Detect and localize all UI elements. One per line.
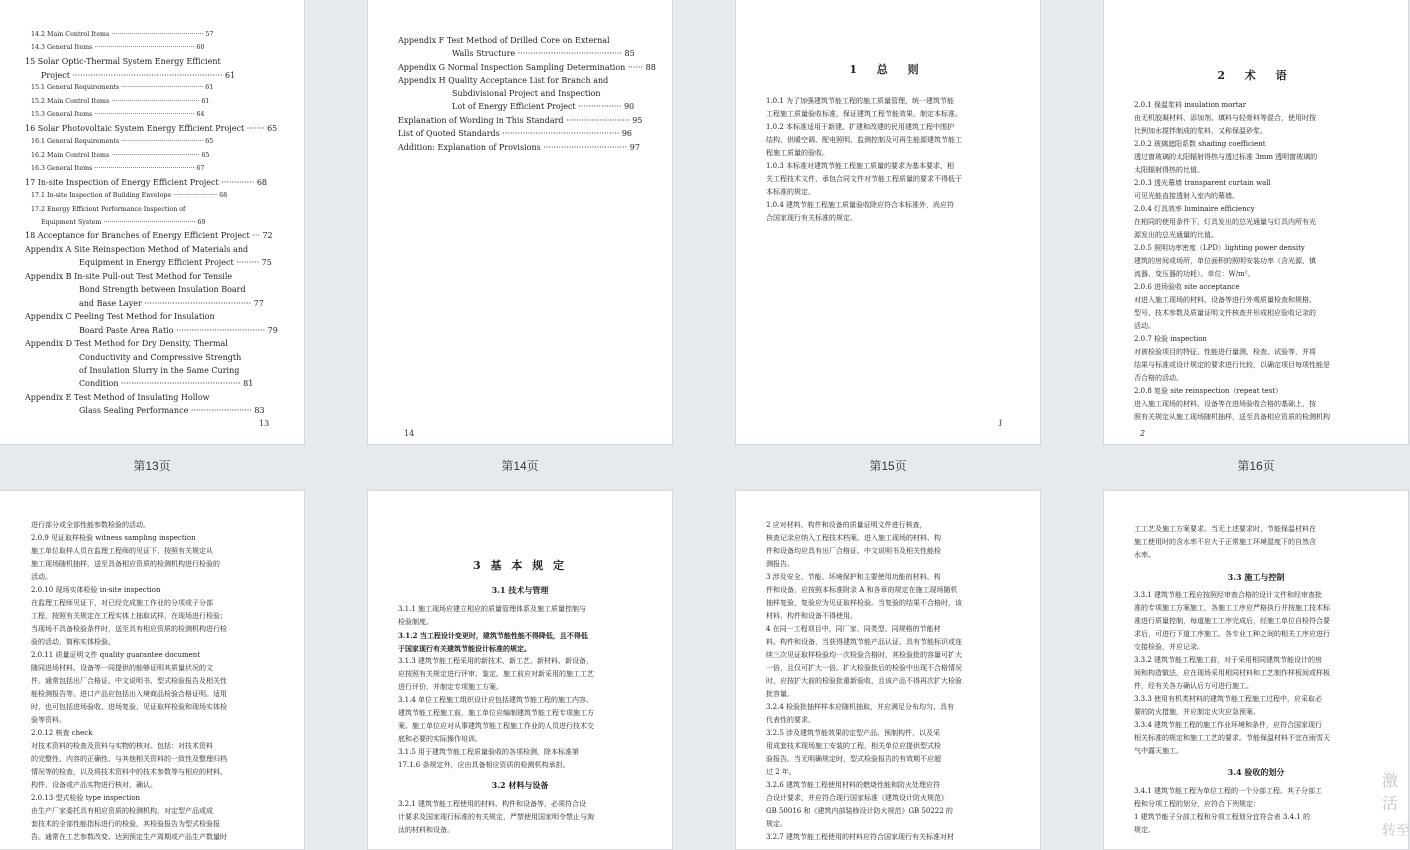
- text-line: 2.0.13 型式检验 type inspection: [31, 794, 140, 802]
- text-line: 结构、供暖空调、配电照明、监测控制及可再生能源建筑节能工: [766, 136, 962, 144]
- page-13: [0, 0, 305, 445]
- text-line: 1.0.3 本标准对建筑节能工程施工质量的要求为基本要求，相: [766, 162, 955, 170]
- page-number: 14: [404, 429, 415, 438]
- toc-entry: Appendix G Normal Inspection Sampling Determination ······ 88: [398, 63, 656, 72]
- text-line: 2.0.8 复验 site reinspection（repeat test）: [1134, 387, 1283, 395]
- toc-entry: 17.2 Energy Efficient Performance Inspection of: [31, 206, 186, 213]
- text-line: 3.1.1 施工现场应建立相应的质量管理体系及施工质量控制与: [398, 605, 587, 613]
- chapter-title: 2 术 语: [1217, 69, 1295, 82]
- text-line: 当现场不具备检验条件时，送至具有相应资质的检测机构进行检: [31, 625, 227, 633]
- text-line: 水率。: [1134, 551, 1155, 559]
- text-line: 抽样复验，复验应为见证取样检验。当复验的结果不合格时，该: [766, 599, 962, 607]
- text-line: 施工单位取样人员在监理工程师的见证下，按照有关规定从: [31, 547, 213, 555]
- text-line: 3.2.1 建筑节能工程使用的材料、构件和设备等，必须符合设: [398, 800, 587, 808]
- section-heading: 3.3 施工与控制: [1227, 572, 1285, 582]
- text-line: 由无机胶凝材料、添加剂、填料与轻骨料等混合，使用时按: [1134, 114, 1316, 122]
- text-line: 件，经有关各方确认后方可进行施工。: [1134, 682, 1253, 690]
- text-line: 比例加水搅拌制成的浆料，又称保温砂浆。: [1134, 127, 1267, 135]
- toc-entry: 14.3 General Items ·················································· 60: [31, 44, 205, 51]
- text-line: 17.1.6 条规定外，应由具备相应资质的检测机构承担。: [398, 761, 570, 769]
- section-heading: 3.2 材料与设备: [491, 780, 549, 790]
- toc-entry: 15.2 Main Control Items ············································ 61: [31, 98, 210, 105]
- text-line: 间和构造做法，应在现场采用相同材料和工艺制作样板间或样板: [1134, 669, 1330, 677]
- text-line: 2.0.12 核查 check: [31, 729, 93, 737]
- text-line: 批容量。: [766, 690, 794, 698]
- text-line: 2.0.1 保温浆料 insulation mortar: [1134, 101, 1247, 109]
- toc-entry: 17 In-site Inspection of Energy Efficient Project ············· 68: [25, 178, 268, 187]
- text-line: 验等资料。: [31, 716, 66, 724]
- text-line: 2.0.4 灯具效率 luminaire efficiency: [1134, 205, 1255, 213]
- text-line: 1.0.4 建筑节能工程施工质量验收除应符合本标准外，尚应符: [766, 201, 955, 209]
- text-line: 随同进场材料、设备等一同提供的能够证明其质量状况的文: [31, 664, 213, 672]
- toc-entry: 16.1 General Requirements ········································· 65: [31, 138, 214, 145]
- text-line: 进行部分或全部性能参数检验的活动。: [31, 521, 150, 529]
- text-line: 施工现场随机抽样，送至具备相应资质的检测机构进行检验的: [31, 560, 220, 568]
- text-line: 一倍，且仅可扩大一倍。扩大检验批后的检验中出现不合格情况: [766, 664, 962, 672]
- toc-entry: 14.2 Main Control Items ·············································· 57: [31, 31, 214, 38]
- text-line: 合设计要求，并应符合现行国家标准《建筑设计防火规范》: [766, 794, 948, 802]
- toc-entry: Project ··························································· 61: [41, 71, 236, 80]
- text-line: 验的活动，简称实体检验。: [31, 638, 115, 646]
- text-line: 3.3.4 建筑节能工程的施工作业环境和条件，应符合国家现行: [1134, 721, 1323, 729]
- text-line: 施工使用时的含水率不应大于正常施工环境湿度下的自然含: [1134, 538, 1316, 546]
- text-line: 3 涉及安全、节能、环境保护和主要使用功能的材料、构: [766, 573, 941, 581]
- page-label-13[interactable]: 第13页: [133, 459, 171, 473]
- text-line: 进入施工现场的材料、设备等在进场验收合格的基础上，按: [1134, 400, 1316, 408]
- text-line: 3.3.1 建筑节能工程应按照经审查合格的设计文件和经审查批: [1134, 591, 1323, 599]
- text-line: 1.0.1 为了加强建筑节能工程的施工质量管理，统一建筑节能: [766, 97, 955, 105]
- text-line: 程施工质量的验收。: [766, 149, 829, 157]
- toc-entry: List of Quoted Standards ·············································· 96: [398, 129, 632, 138]
- text-line: 对技术资料的检查及资料与实物的核对。包括：对技术资料: [31, 742, 213, 750]
- toc-entry: 16.3 General Items ·················································· 67: [31, 165, 205, 172]
- text-line: 3.2.6 建筑节能工程使用材料的燃烧性能和防火处理应符: [766, 781, 941, 789]
- text-line: 2.0.10 现场实体检验 in-site inspection: [31, 586, 161, 594]
- toc-entry: of Insulation Slurry in the Same Curing: [79, 366, 240, 375]
- text-line: 工程施工质量验收标准，保证建筑工程节能效果，制定本标准。: [766, 110, 962, 118]
- text-line: 时，也可包括进场验收、进场复验、见证取样检验和现场实体检: [31, 703, 227, 711]
- text-line: 核查记录应纳入工程技术档案。进入施工现场的材料、构: [766, 534, 941, 542]
- text-line: 对被检验项目的特征、性能进行量测、检查、试验等，并将: [1134, 348, 1316, 356]
- toc-entry: Lot of Energy Efficient Project ················· 90: [452, 102, 635, 111]
- text-line: 2.0.2 玻璃遮阳系数 shading coefficient: [1134, 140, 1266, 148]
- text-line: 用成套技术现场施工安装的工程，相关单位应提供型式检: [766, 742, 941, 750]
- text-line: 1 建筑节能子分部工程和分项工程划分宜符合表 3.4.1 的: [1134, 813, 1310, 821]
- toc-entry: 18 Acceptance for Branches of Energy Efficient Project ··· 72: [25, 231, 273, 240]
- text-line: 2.0.9 见证取样检验 witness sampling inspection: [31, 534, 196, 542]
- text-line: 检验制度。: [398, 618, 433, 626]
- toc-entry: Appendix H Quality Acceptance List for Branch and: [398, 76, 609, 85]
- text-line: 告。通常在工艺参数改变、达到预定生产周期或产品生产数量时: [31, 833, 227, 841]
- page-20: [1103, 490, 1409, 850]
- toc-entry: 16.2 Main Control Items ············································ 65: [31, 152, 210, 159]
- toc-entry: Appendix B In-site Pull-out Test Method for Tensile: [25, 272, 233, 281]
- text-line: 的完整性、内容的正确性、与其他相关资料的一致性及整理归档: [31, 755, 227, 763]
- text-line: 准进行质量控制，每道施工工序完成后，经施工单位自检符合要: [1134, 617, 1330, 625]
- page-label-15[interactable]: 第15页: [869, 459, 907, 473]
- text-line: 测报告。: [766, 560, 794, 568]
- text-line: 可见光能直接透射入室内的幕墙。: [1134, 192, 1239, 200]
- page-15: [735, 0, 1041, 445]
- section-heading: 3.1 技术与管理: [491, 585, 549, 595]
- toc-entry: Appendix D Test Method for Dry Density, Thermal: [25, 339, 228, 348]
- text-line: 3.2.5 涉及建筑节能效果的定型产品、预制构件，以及采: [766, 729, 941, 737]
- text-line: 1.0.2 本标准适用于新建、扩建和改建的民用建筑工程中围护: [766, 123, 955, 131]
- toc-entry: Appendix A Site Reinspection Method of Materials and: [25, 245, 249, 254]
- text-line: 2.0.7 检验 inspection: [1134, 335, 1207, 343]
- page-label-14[interactable]: 第14页: [501, 459, 539, 473]
- text-line: 活动。: [31, 573, 52, 581]
- text-line: 3.1.5 用于建筑节能工程质量验收的各项检测，除本标准第: [398, 748, 580, 756]
- toc-entry: 16 Solar Photovoltaic System Energy Efficient Project ······· 65: [25, 124, 278, 133]
- text-line: 2.0.5 照明功率密度（LPD）lighting power density: [1134, 244, 1305, 252]
- text-line: 于国家现行有关建筑节能设计标准的规定。: [398, 644, 531, 653]
- text-line: 否合格的活动。: [1134, 374, 1183, 382]
- text-line: 3.1.4 单位工程施工组织设计应包括建筑节能工程的施工内容。: [398, 696, 594, 704]
- text-line: 准的专项施工方案施工，各施工工序应严格执行并按施工技术标: [1134, 604, 1330, 612]
- text-line: 料、构件和设备，当获得建筑节能产品认证、具有节能标识或连: [766, 638, 962, 646]
- text-line: 件和设备均应具有出厂合格证、中文说明书及相关性能检: [766, 547, 941, 555]
- text-line: 3.1.2 当工程设计变更时，建筑节能性能不得降低，且不得低: [398, 631, 588, 640]
- text-line: 3.4.1 建筑节能工程为单位工程的一个分部工程。其子分部工: [1134, 787, 1323, 795]
- toc-entry: and Base Layer ·········································· 77: [79, 299, 264, 308]
- toc-entry: Subdivisional Project and Inspection: [452, 89, 601, 98]
- text-line: 关工程技术文件、承包合同文件对节能工程质量的要求不得低于: [766, 175, 962, 183]
- text-line: 由生产厂家委托具有相应资质的检测机构，对定型产品或成: [31, 807, 213, 815]
- page-14: [367, 0, 673, 445]
- toc-entry: Equipment System ·············································· 69: [41, 219, 206, 226]
- text-line: 活动。: [1134, 322, 1155, 330]
- watermark-line-1: 激活: [1382, 773, 1399, 813]
- page-number: 2: [1140, 429, 1146, 438]
- page-number: 13: [259, 419, 270, 428]
- text-line: 流器、变压器的功耗）。单位：W/m²。: [1134, 270, 1255, 278]
- text-line: 代表性的要求。: [766, 716, 815, 724]
- toc-entry: 15.3 General Items ·················································· 64: [31, 111, 205, 118]
- text-line: 应按照有关规定进行评审、鉴定。施工前应对新采用的施工工艺: [398, 670, 594, 678]
- page-16: [1103, 0, 1409, 445]
- text-line: 2 应对材料、构件和设备的质量证明文件进行核查，: [766, 521, 927, 529]
- text-line: 3.3.3 使用有机类材料的建筑节能工程施工过程中，应采取必: [1134, 695, 1323, 703]
- text-line: 3.3.2 建筑节能工程施工前，对于采用相同建筑节能设计的房: [1134, 656, 1323, 664]
- text-line: 材料、构件和设备不得使用。: [766, 612, 857, 620]
- text-line: 件和设备，应按照本标准附录 A 和各章的规定在施工现场随机: [766, 586, 958, 594]
- toc-entry: Walls Structure ········································· 85: [452, 49, 635, 58]
- text-line: 规定。: [1134, 826, 1155, 834]
- text-line: 工程，按照有关规定在工程实体上抽取试样，在现场进行检验；: [31, 612, 227, 620]
- text-line: 2.0.6 进场验收 site acceptance: [1134, 283, 1240, 291]
- chapter-title: 3 基 本 规 定: [473, 559, 567, 572]
- text-line: 过 2 年。: [766, 768, 796, 776]
- page-17: [0, 490, 305, 850]
- toc-entry: Board Paste Area Ratio ··································· 79: [79, 326, 278, 335]
- toc-entry: Appendix C Peeling Test Method for Insulation: [25, 312, 215, 321]
- text-line: 太阳辐射得热的比值。: [1134, 166, 1204, 174]
- text-line: 验报告。当无明确规定时，型式检验报告的有效期不应超: [766, 755, 941, 763]
- text-line: 套技术的全部性能指标进行的检验，其检验报告为型式检验报: [31, 820, 220, 828]
- text-line: 时，应按扩大前的检验批重新验收，且该产品不得再次扩大检验: [766, 677, 962, 685]
- page-19: [735, 490, 1041, 850]
- toc-entry: Conductivity and Compressive Strength: [79, 353, 242, 362]
- toc-entry: Equipment in Energy Efficient Project ········· 75: [79, 258, 272, 267]
- text-line: 计要求及国家现行标准的有关规定，严禁使用国家明令禁止与淘: [398, 813, 594, 821]
- toc-entry: Appendix E Test Method of Insulating Hollow: [25, 393, 210, 402]
- text-line: 4 在同一工程项目中，同厂家、同类型、同规格的节能材: [766, 625, 941, 633]
- toc-entry: Bond Strength between Insulation Board: [79, 285, 246, 294]
- text-line: 对进入施工现场的材料、设备等进行外观质量检查和规格、: [1134, 296, 1316, 304]
- text-line: 透过窗玻璃的太阳辐射得热与透过标准 3mm 透明窗玻璃的: [1134, 153, 1318, 161]
- text-line: 能检测报告等。进口产品应包括出入境商品检验合格证明。适用: [31, 690, 227, 698]
- toc-entry: 15.1 General Requirements ········································· 61: [31, 84, 214, 91]
- page-number: 1: [998, 419, 1004, 428]
- text-line: 2.0.3 透光幕墙 transparent curtain wall: [1134, 179, 1271, 187]
- text-line: 结果与标准或设计规定的要求进行比较，以确定项目每项性能是: [1134, 361, 1330, 369]
- text-line: 3.2.7 建筑节能工程使用的材料应符合国家现行有关标准对材: [766, 833, 955, 841]
- text-line: 3.1.3 建筑节能工程采用的新技术、新工艺、新材料、新设备，: [398, 657, 594, 665]
- text-line: 3.2.4 检验批抽样样本应随机抽取，并应满足分布均匀、具有: [766, 703, 955, 711]
- toc-entry: 15 Solar Optic-Thermal System Energy Efficient: [25, 57, 221, 66]
- page-label-16[interactable]: 第16页: [1237, 459, 1275, 473]
- text-line: 在监理工程师见证下，对已经完成施工作业的分项或子分部: [31, 599, 213, 607]
- text-line: 规定。: [766, 820, 787, 828]
- toc-entry: Condition ··············································· 81: [79, 379, 254, 388]
- text-line: 气中露天施工。: [1134, 747, 1183, 755]
- text-line: 件。通常包括出厂合格证、中文说明书、型式检验报告及相关性: [31, 677, 227, 685]
- toc-entry: Addition: Explanation of Provisions ································· 97: [398, 143, 640, 152]
- text-line: 底和必要的实际操作培训。: [398, 735, 482, 743]
- text-line: 型号、技术参数及质量证明文件核查并形成相应验收记录的: [1134, 309, 1316, 317]
- toc-entry: Explanation of Wording in This Standard ························· 95: [398, 116, 643, 125]
- text-line: 2.0.11 质量证明文件 quality guarantee document: [31, 651, 201, 659]
- text-line: 相关标准的规定和施工工艺的要求。节能保温材料不宜在雨雪天: [1134, 734, 1330, 742]
- section-heading: 3.4 验收的划分: [1227, 767, 1285, 777]
- activation-watermark: [1382, 768, 1410, 840]
- text-line: GB 50016 和《建筑内部装修设计防火规范》GB 50222 的: [766, 807, 953, 815]
- chapter-title: 1 总 则: [849, 63, 927, 76]
- toc-entry: 17.1 In-site Inspection of Building Envelope ······················ 68: [31, 192, 228, 199]
- watermark-line-2: 转至: [1382, 822, 1410, 838]
- text-line: 工工艺及施工方案要求。当无上述要求时，节能保温材料在: [1134, 525, 1316, 533]
- text-line: 求后，可进行下道工序施工。各专业工种之间的相关工序应进行: [1134, 630, 1330, 638]
- text-line: 续三次见证取样检验均一次检验合格时，其检验批的容量可扩大: [766, 651, 962, 659]
- text-line: 源发出的总光通量的比值。: [1134, 231, 1218, 239]
- toc-entry: Appendix F Test Method of Drilled Core on External: [398, 36, 610, 45]
- text-line: 要的防火措施，并应制定火灾应急预案。: [1134, 708, 1260, 716]
- text-line: 程和分项工程的划分，应符合下列规定：: [1134, 800, 1260, 808]
- text-line: 照有关规定从施工现场随机抽样，送至具备相应资质的检测机构: [1134, 413, 1330, 421]
- text-line: 建筑节能工程施工前，施工单位应编制建筑节能工程专项施工方: [398, 709, 594, 717]
- text-line: 汰的材料和设备。: [398, 826, 454, 834]
- text-line: 本标准的规定。: [766, 188, 815, 196]
- toc-entry: Glass Sealing Performance ························ 83: [79, 406, 265, 415]
- text-line: 情况等的检查，以及将技术资料中的技术参数等与相应的材料、: [31, 768, 227, 776]
- text-line: 案。施工单位应对从事建筑节能工程施工作业的人员进行技术交: [398, 722, 594, 730]
- text-line: 合国家现行有关标准的规定。: [766, 214, 857, 222]
- text-line: 构件、设备或产品实物进行核对、确认。: [31, 781, 157, 789]
- text-line: 建筑的房间或场所，单位面积的照明安装功率（含光源、镇: [1134, 257, 1316, 265]
- text-line: 在相同的使用条件下，灯具发出的总光通量与灯具内所有光: [1134, 218, 1316, 226]
- text-line: 进行评价，并制定专项施工方案。: [398, 683, 503, 691]
- text-line: 交接检验，并应记录。: [1134, 643, 1204, 651]
- page-18: [367, 490, 673, 850]
